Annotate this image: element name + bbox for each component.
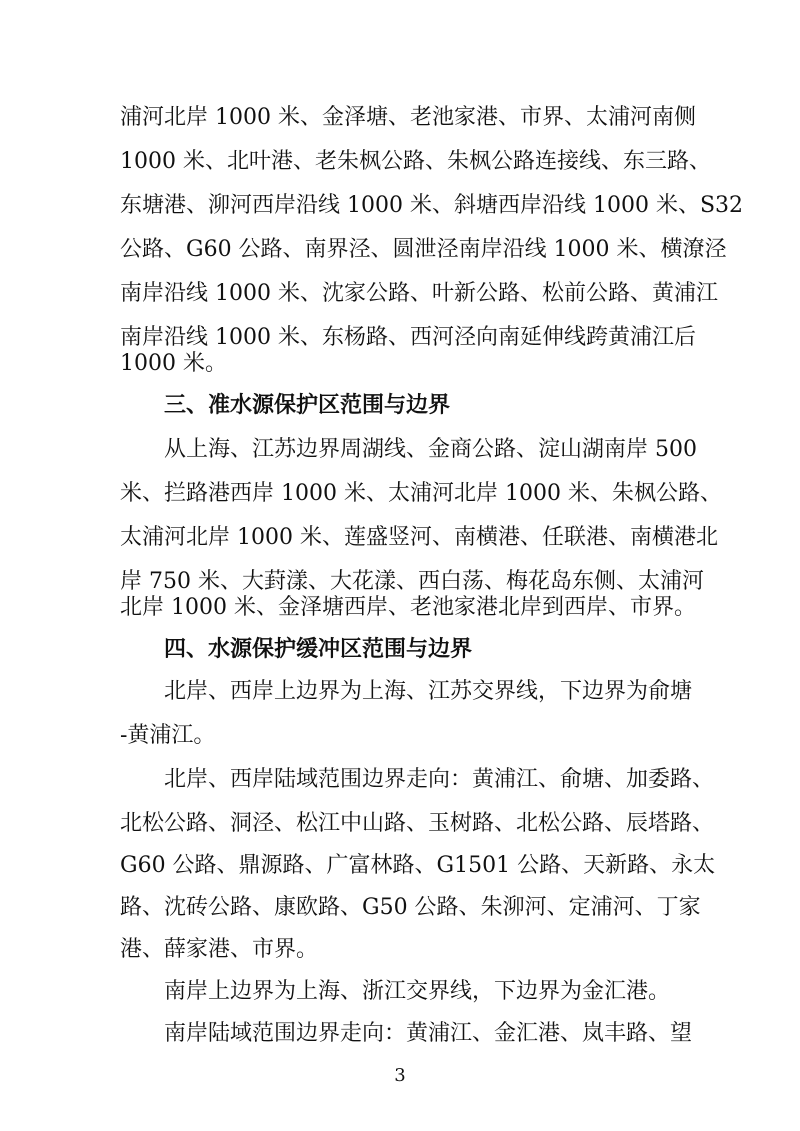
text-line: 东塘港、泖河西岸沿线 1000 米、斜塘西岸沿线 1000 米、S32 [120,193,744,218]
text-line: 岸 750 米、大葑漾、大花漾、西白荡、梅花岛东侧、太浦河 [120,569,704,594]
text-line: 浦河北岸 1000 米、金泽塘、老池家港、市界、太浦河南侧 [120,105,696,130]
text-line: 1000 米。 [120,351,227,376]
text-line: 路、沈砖公路、康欧路、G50 公路、朱泖河、定浦河、丁家 [120,895,701,920]
text-line: 南岸上边界为上海、浙江交界线，下边界为金汇港。 [164,979,671,1004]
text-line: -黄浦江。 [120,723,216,748]
text-line: G60 公路、鼎源路、广富林路、G1501 公路、天新路、永太 [120,853,716,878]
text-line: 太浦河北岸 1000 米、莲盛竖河、南横港、任联港、南横港北 [120,525,718,550]
text-line: 南岸沿线 1000 米、东杨路、西河泾向南延伸线跨黄浦江后 [120,325,696,350]
section-heading: 四、水源保护缓冲区范围与边界 [164,637,473,662]
text-line: 北岸、西岸上边界为上海、江苏交界线，下边界为俞塘 [164,679,693,704]
page-number: 3 [394,1065,406,1086]
text-line: 港、薛家港、市界。 [120,937,319,962]
text-line: 北岸 1000 米、金泽塘西岸、老池家港北岸到西岸、市界。 [120,595,696,620]
text-line: 公路、G60 公路、南界泾、圆泄泾南岸沿线 1000 米、横潦泾 [120,237,727,262]
text-line: 1000 米、北叶港、老朱枫公路、朱枫公路连接线、东三路、 [120,149,711,174]
text-line: 米、拦路港西岸 1000 米、太浦河北岸 1000 米、朱枫公路、 [120,481,722,506]
section-heading: 三、准水源保护区范围与边界 [164,393,451,418]
text-line: 从上海、江苏边界周湖线、金商公路、淀山湖南岸 500 [164,437,697,462]
text-line: 南岸沿线 1000 米、沈家公路、叶新公路、松前公路、黄浦江 [120,281,718,306]
text-line: 南岸陆域范围边界走向：黄浦江、金汇港、岚丰路、望 [164,1021,693,1046]
text-line: 北岸、西岸陆域范围边界走向：黄浦江、俞塘、加委路、 [164,767,715,792]
text-line: 北松公路、洞泾、松江中山路、玉树路、北松公路、辰塔路、 [120,811,715,836]
